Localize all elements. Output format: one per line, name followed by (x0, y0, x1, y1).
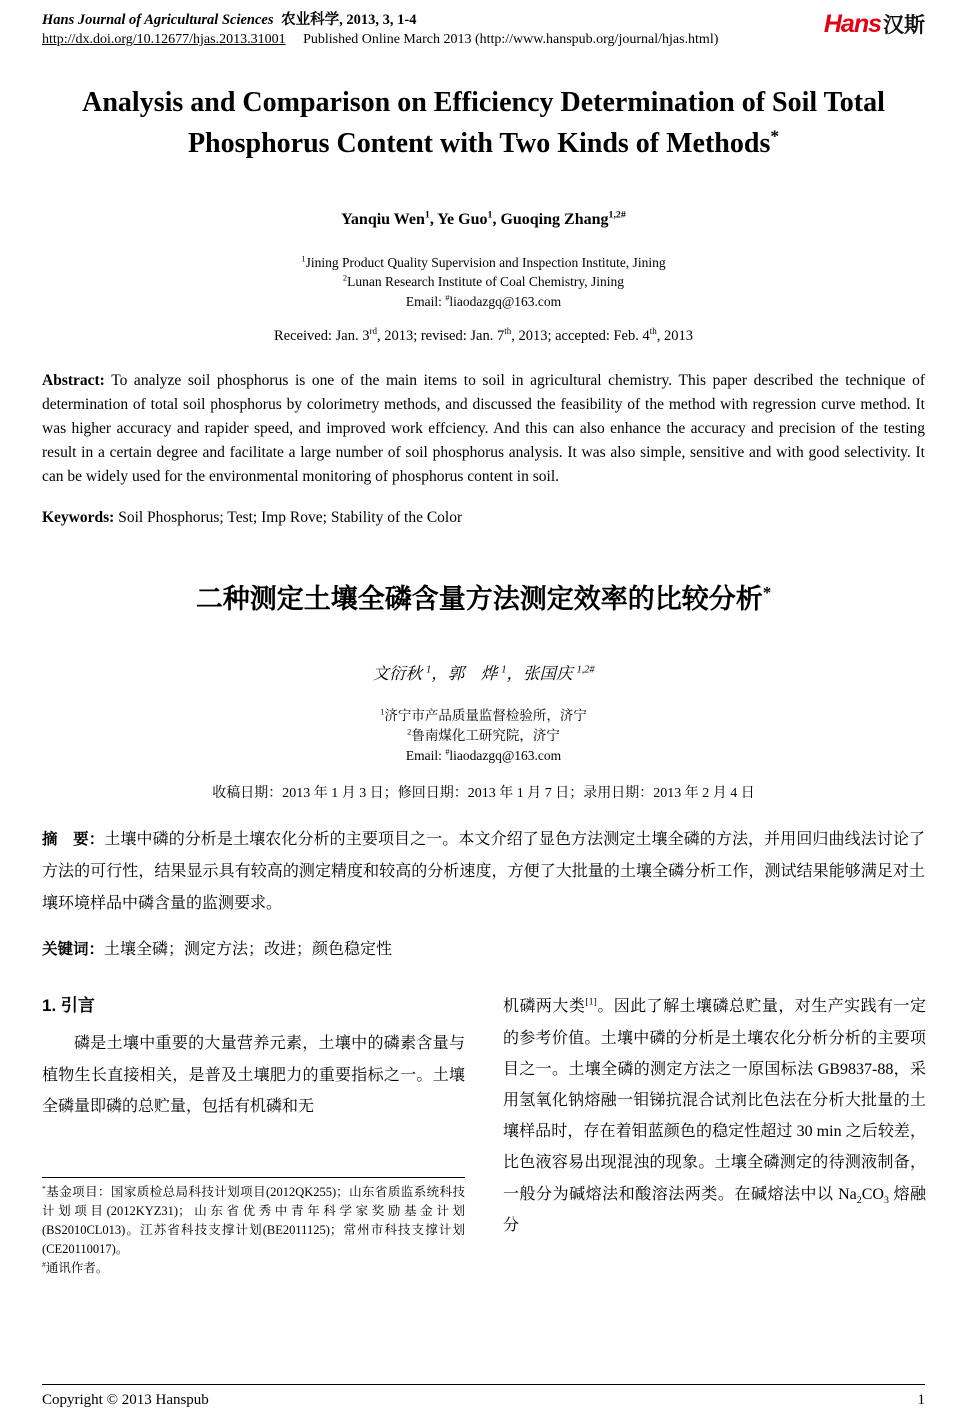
published-online-text: Published Online March 2013 (http://www.hanspub.org/journal/hjas.html) (303, 32, 719, 47)
affiliations-cn (42, 706, 925, 767)
abstract-label-en: Abstract: (42, 371, 105, 389)
header-left (42, 8, 718, 48)
doi-line (42, 32, 718, 48)
hans-logo-cn: 汉斯 (883, 14, 925, 37)
footnote-block (42, 1177, 465, 1278)
keywords-en (42, 509, 925, 527)
keywords-cn (42, 936, 925, 959)
article-title-cn: 二种测定土壤全磷含量方法测定效率的比较分析* (195, 582, 772, 614)
affiliation-1-en: $^1$Jining Product Quality Supervision and Inspection Institute, Jining (301, 254, 666, 270)
authors-en: Yanqiu Wen$^1$, Ye Guo$^1$, Guoqing Zhang$^{1,2\#}$ (341, 209, 626, 228)
keywords-label-cn: 关键词： (42, 941, 105, 959)
authors-cn: 文衍秋 $^1$，郭 烨 $^1$，张国庆 $^{1,2\#}$ (372, 663, 595, 683)
keywords-text-cn: 土壤全磷；测定方法；改进；颜色稳定性 (104, 941, 393, 959)
received-line-cn: 收稿日期：2013 年 1 月 3 日；修回日期：2013 年 1 月 7 日；录用日期：2013 年 2 月 4 日 (212, 786, 755, 802)
intro-paragraph-left: 磷是土壤中重要的大量营养元素，土壤中的磷素含量与植物生长直接相关，是普及土壤肥力的重要指标之一。土壤全磷量即磷的总贮量，包括有机磷和无 (42, 1035, 465, 1115)
affiliation-2-cn: $^2$鲁南煤化工研究院，济宁 (407, 727, 560, 743)
hans-logo (824, 8, 925, 39)
journal-title: Hans Journal of Agricultural Sciences (42, 12, 274, 28)
journal-line (42, 8, 718, 29)
keywords-label-en: Keywords: (42, 508, 115, 526)
email-line-cn: Email: #liaodazgq@163.com (405, 747, 562, 764)
article-title-en: Analysis and Comparison on Efficiency Determination of Soil Total Phosphorus Content with Two Kinds of Methods* (82, 87, 885, 160)
email-line-en: Email: #liaodazgq@163.com (405, 293, 562, 309)
page-footer (42, 1384, 925, 1409)
affiliations-en (42, 253, 925, 312)
page-number: 1 (917, 1392, 925, 1408)
received-line-en: Received: Jan. 3rd, 2013; revised: Jan. 7th, 2013; accepted: Feb. 4th, 2013 (274, 325, 693, 344)
journal-cn-info: 农业科学, 2013, 3, 1-4 (281, 12, 417, 28)
two-column-body (42, 991, 925, 1278)
left-column (42, 991, 465, 1278)
corresponding-author-note: #通讯作者。 (42, 1260, 109, 1276)
keywords-text-en: Soil Phosphorus; Test; Imp Rove; Stability of the Color (118, 508, 463, 526)
abstract-cn (42, 824, 925, 920)
abstract-en (42, 369, 925, 489)
section-1-heading: 1. 引言 (42, 996, 95, 1016)
affiliation-2-en: $^2$Lunan Research Institute of Coal Chemistry, Jining (342, 273, 625, 290)
abstract-text-cn: 土壤中磷的分析是土壤农化分析的主要项目之一。本文介绍了显色方法测定土壤全磷的方法，并用回归曲线法讨论了方法的可行性，结果显示具有较高的测定精度和较高的分析速度，方便了大批量的土壤全磷分析工作，测试结果能够满足对土壤环境样品中磷含量的监测要求。 (42, 831, 925, 913)
intro-paragraph-right: 机磷两大类[1]。因此了解土壤磷总贮量，对生产实践有一定的参考价值。土壤中磷的分析是土壤农化分析分析的主要项目之一。土壤全磷的测定方法之一原国标法 GB9837-88，采用氢氧化钠熔融一钼锑抗混合试剂比色法在分析大批量的土壤样品时，存在着钼蓝颜色的稳定性超过 30 min 之后较差，比色液容易出现混浊的现象。土壤全磷测定的待测液制备，一般分为碱熔法和酸溶法两类。在碱熔法中以 $Na_2CO_3$ 熔融分 (503, 997, 926, 1234)
doi-link[interactable]: http://dx.doi.org/10.12677/hjas.2013.31001 (42, 32, 286, 47)
hans-logo-en: Hans (823, 10, 881, 38)
funding-note: *基金项目：国家质检总局科技计划项目(2012QK255)；山东省质监系统科技计划项目(2012KYZ31)；山东省优秀中青年科学家奖励基金计划(BS2010CL013)。江苏省科技支撑计划(BE2011125)；常州市科技支撑计划(CE20110017)。 (42, 1184, 465, 1257)
page-header (42, 8, 925, 48)
abstract-text-en: To analyze soil phosphorus is one of the main items to soil in agricultural chemistry. This paper described the technique of determination of total soil phosphorus by colorimetry methods, and discussed the feasibility of the method with regression curve method. It was higher accuracy and rapider speed, and improved work effciency. And this can also enhance the accuracy and precision of the testing result in a certain degree and facilitate a large number of soil phosphorus analysis. It was also simple, sensitive and with good selectivity. It can be widely used for the environmental monitoring of phosphorus content in soil. (42, 371, 925, 485)
abstract-label-cn: 摘 要： (42, 831, 105, 849)
right-column (503, 991, 926, 1278)
copyright-text: Copyright © 2013 Hanspub (42, 1392, 209, 1408)
affiliation-1-cn: $^1$济宁市产品质量监督检验所，济宁 (380, 707, 587, 723)
